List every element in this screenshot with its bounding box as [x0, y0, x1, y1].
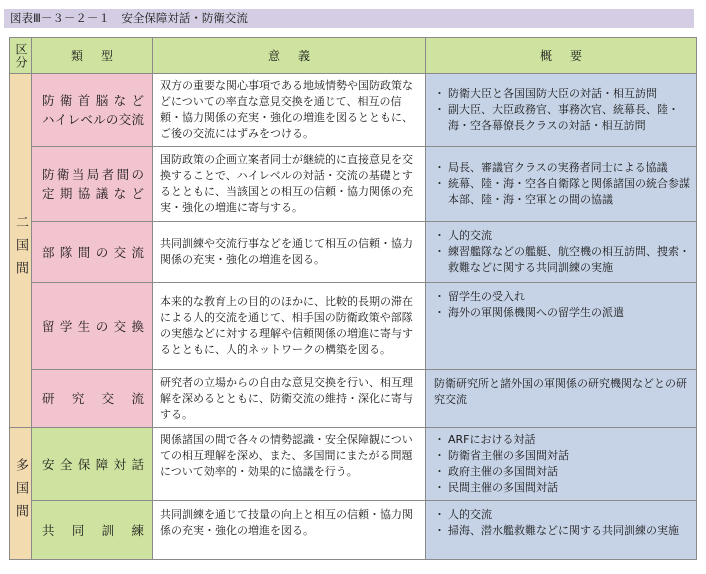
category-multilateral: 多国間	[10, 428, 32, 560]
list-item: ・ 民間主催の多国間対話	[434, 480, 690, 496]
overview-text: 防衛研究所と諸外国の軍関係の研究機関などとの研究交流	[434, 377, 687, 406]
list-item: ・ 練習艦隊などの艦艇、航空機の相互訪問、捜索・救難などに関する共同訓練の実施	[434, 244, 690, 276]
type-cell: 留学生の交換	[32, 283, 153, 370]
type-cell: 部隊間の交流	[32, 222, 153, 283]
exchange-table	[9, 37, 697, 560]
list-item: ・ 政府主催の多国間対話	[434, 464, 690, 480]
type-cell: 防衛首脳など ハイレベルの交流	[32, 74, 153, 147]
header-ruikei: 類型	[32, 38, 153, 74]
meaning-cell: 国防政策の企画立案者同士が継続的に直接意見を交換することで、ハイレベルの対話・交流の基礎とするとともに、当該国との相互の信頼・協力関係の充実・強化の増進に寄与する。	[153, 147, 426, 222]
overview-cell	[426, 370, 697, 428]
list-item: ・ 副大臣、大臣政務官、事務次官、統幕長、陸・海・空各幕僚長クラスの対話・相互訪問	[434, 102, 690, 134]
overview-cell	[426, 283, 697, 370]
overview-cell	[426, 147, 697, 222]
table-row	[10, 74, 697, 147]
figure-title: 図表Ⅲ－３－２－１ 安全保障対話・防衛交流	[4, 9, 694, 28]
header-igi: 意義	[153, 38, 426, 74]
meaning-cell: 共同訓練や交流行事などを通じて相互の信頼・協力関係の充実・強化の増進を図る。	[153, 222, 426, 283]
type-cell: 安全保障対話	[32, 428, 153, 501]
overview-cell	[426, 428, 697, 501]
header-row	[10, 38, 697, 74]
meaning-cell: 本来的な教育上の目的のほかに、比較的長期の滞在による人的交流を通じて、相手国の防衛政策や部隊の実態などに対する理解や信頼関係の増進に寄与するとともに、人的ネットワークの構築を図る。	[153, 283, 426, 370]
header-kubun: 区分	[10, 38, 32, 74]
overview-cell	[426, 501, 697, 560]
category-bilateral: 二国間	[10, 74, 32, 428]
table-row	[10, 222, 697, 283]
list-item: ・ 局長、審議官クラスの実務者同士による協議	[434, 160, 690, 176]
type-cell: 研究交流	[32, 370, 153, 428]
list-item: ・ 掃海、潜水艦救難などに関する共同訓練の実施	[434, 523, 690, 539]
overview-cell	[426, 74, 697, 147]
meaning-cell: 共同訓練を通じて技量の向上と相互の信頼・協力関係の充実・強化の増進を図る。	[153, 501, 426, 560]
list-item: ・ 人的交流	[434, 228, 690, 244]
list-item: ・ 防衛省主催の多国間対話	[434, 448, 690, 464]
type-cell: 防衛当局者間の 定期協議など	[32, 147, 153, 222]
list-item: ・ 統幕、陸・海・空各自衛隊と関係諸国の統合参謀本部、陸・海・空軍との間の協議	[434, 176, 690, 208]
list-item: ・ 人的交流	[434, 507, 690, 523]
list-item: ・ ARFにおける対話	[434, 432, 690, 448]
table-row	[10, 370, 697, 428]
table-row	[10, 283, 697, 370]
list-item: ・ 防衛大臣と各国国防大臣の対話・相互訪問	[434, 86, 690, 102]
header-gaiyo: 概要	[426, 38, 697, 74]
table-row	[10, 501, 697, 560]
type-cell: 共同訓練	[32, 501, 153, 560]
table-row	[10, 147, 697, 222]
meaning-cell: 双方の重要な関心事項である地域情勢や国防政策などについての率直な意見交換を通じて、相互の信頼・協力関係の充実・強化の増進を図るとともに、ご後の交流にはずみをつける。	[153, 74, 426, 147]
table-row	[10, 428, 697, 501]
list-item: ・ 海外の軍関係機関への留学生の派遣	[434, 305, 690, 321]
list-item: ・ 留学生の受入れ	[434, 289, 690, 305]
overview-cell	[426, 222, 697, 283]
meaning-cell: 関係諸国の間で各々の情勢認識・安全保障観についての相互理解を深め、また、多国間にまたがる問題について効率的・効果的に協議を行う。	[153, 428, 426, 501]
meaning-cell: 研究者の立場からの自由な意見交換を行い、相互理解を深めるとともに、防衛交流の維持・深化に寄与する。	[153, 370, 426, 428]
